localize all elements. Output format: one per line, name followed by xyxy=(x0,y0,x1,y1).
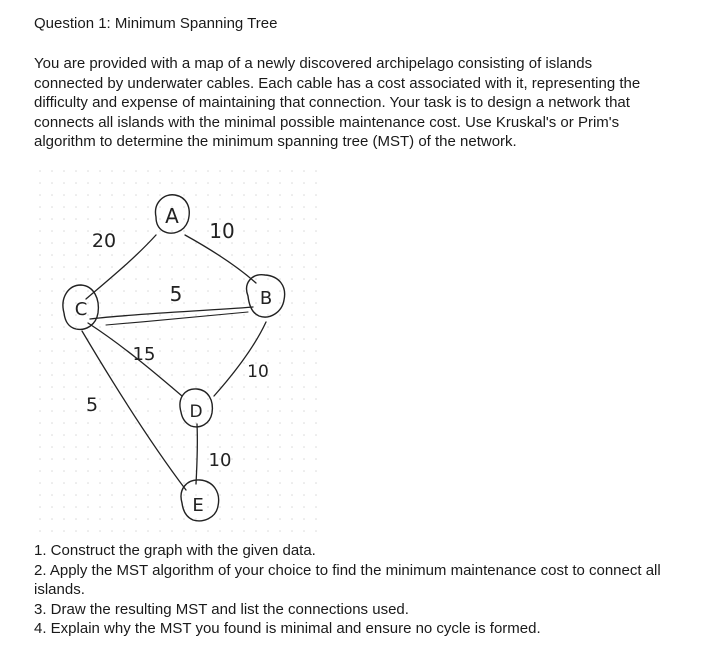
task-steps xyxy=(34,541,674,639)
weight-a-b: 10 xyxy=(209,219,235,243)
weight-c-b: 5 xyxy=(169,282,183,306)
edge-c-b-stroke-2 xyxy=(106,312,248,325)
weight-c-e: 5 xyxy=(85,394,99,416)
step-3: 3. Draw the resulting MST and list the connections used. xyxy=(34,600,409,618)
node-a xyxy=(155,195,189,233)
node-d-label: D xyxy=(189,402,203,422)
step-4: 4. Explain why the MST you found is minimal and ensure no cycle is formed. xyxy=(34,620,541,638)
weight-b-d: 10 xyxy=(247,362,269,382)
step-1: 1. Construct the graph with the given data. xyxy=(34,542,316,559)
edge-c-b xyxy=(90,307,253,319)
weight-c-d: 15 xyxy=(132,344,156,365)
edge-d-e xyxy=(196,424,197,484)
weight-c-a: 20 xyxy=(91,230,117,252)
graph-sketch xyxy=(34,165,320,537)
question-intro: You are provided with a map of a newly discovered archipelago consisting of islands connected by underwater cables. Each cable has a cost associated with it, representing the difficulty and expense of maintaining that connection. Your task is to design a network that connects all islands with the minimal possible maintenance cost. Use Kruskal's or Prim's algorithm to determine the minimum spanning tree (MST) of the network. xyxy=(34,55,641,151)
node-c xyxy=(63,285,98,329)
node-b xyxy=(247,275,285,317)
node-d xyxy=(180,389,212,427)
node-c-label: C xyxy=(74,299,88,320)
node-b-label: B xyxy=(259,288,273,309)
weight-d-e: 10 xyxy=(208,450,232,471)
node-e xyxy=(181,480,219,521)
node-e-label: E xyxy=(192,495,204,516)
node-a-label: A xyxy=(165,204,179,228)
edge-b-d xyxy=(214,322,266,396)
step-2: 2. Apply the MST algorithm of your choice to find the minimum maintenance cost to connect all islands. xyxy=(34,561,661,599)
question-title: Question 1: Minimum Spanning Tree xyxy=(34,15,278,32)
